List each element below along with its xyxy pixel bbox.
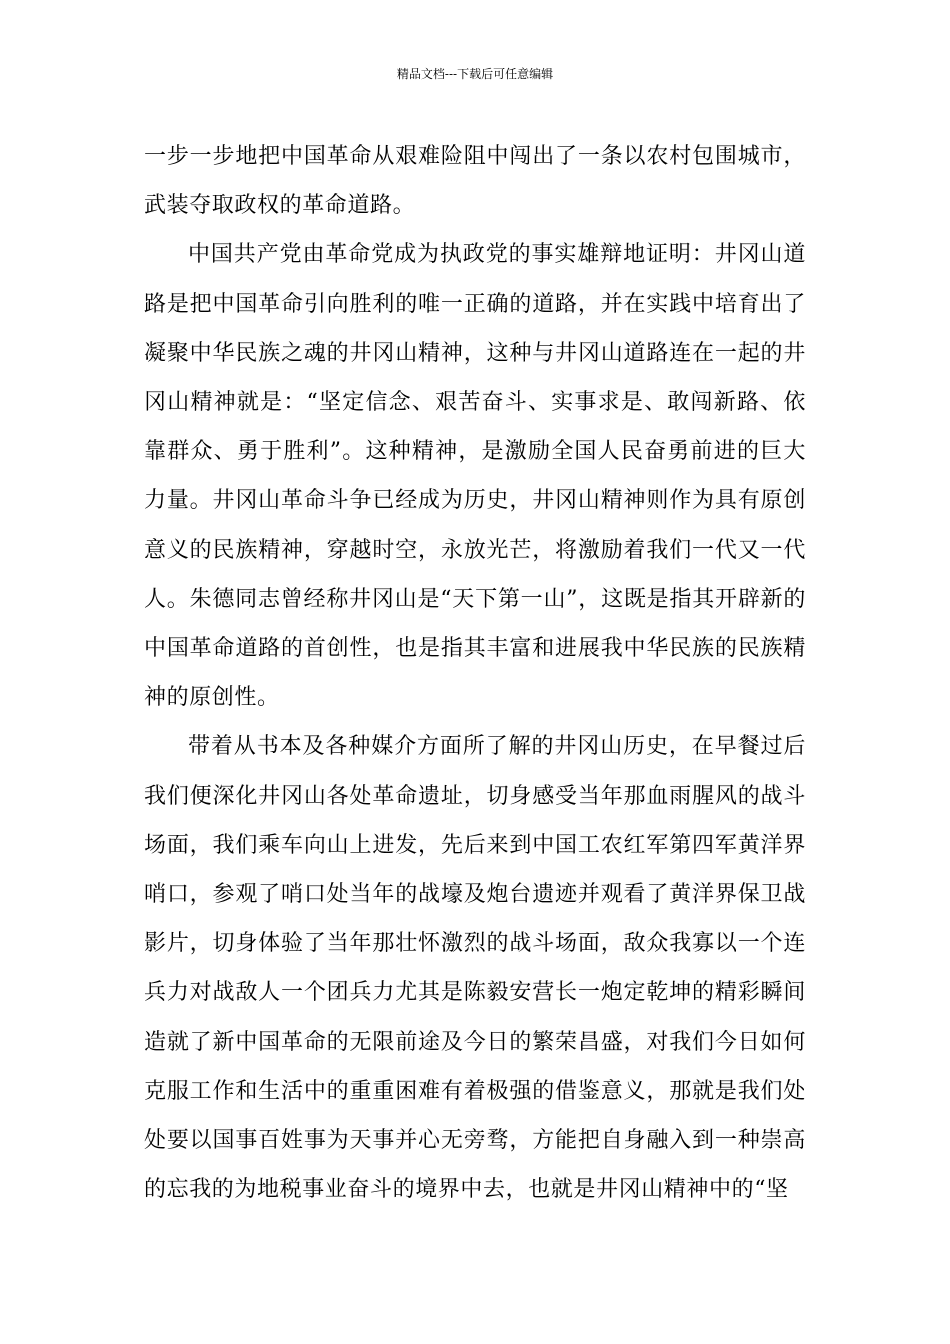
paragraph-jinggangshan-spirit: 中国共产党由革命党成为执政党的事实雄辩地证明：井冈山道路是把中国革命引向胜利的唯一正确的道路，并在实践中培育出了凝聚中华民族之魂的井冈山精神，这种与井冈山道路连在一起的井冈山精神就是：“坚定信念、艰苦奋斗、实事求是、敢闯新路、依靠群众、勇于胜利”。这种精神，是激励全国人民奋勇前进的巨大力量。井冈山革命斗争已经成为历史，井冈山精神则作为具有原创意义的民族精神，穿越时空，永放光芒，将激励着我们一代又一代人。朱德同志曾经称井冈山是“天下第一山”，这既是指其开辟新的中国革命道路的首创性，也是指其丰富和进展我中华民族的民族精神的原创性。 — [144, 242, 806, 711]
document-body — [144, 132, 806, 1214]
paragraph-site-visit: 带着从书本及各种媒介方面所了解的井冈山历史，在早餐过后我们便深化井冈山各处革命遗址，切身感受当年那血雨腥风的战斗场面，我们乘车向山上进发，先后来到中国工农红军第四军黄洋界哨口，参观了哨口处当年的战壕及炮台遗迹并观看了黄洋界保卫战影片，切身体验了当年那壮怀激烈的战斗场面，敌众我寡以一个连兵力对战敌人一个团兵力尤其是陈毅安营长一炮定乾坤的精彩瞬间造就了新中国革命的无限前途及今日的繁荣昌盛，对我们今日如何克服工作和生活中的重重困难有着极强的借鉴意义，那就是我们处处要以国事百姓事为天事并心无旁骛，方能把自身融入到一种崇高的忘我的为地税事业奋斗的境界中去，也就是井冈山精神中的“坚 — [144, 734, 806, 1203]
page-header: 精品文档---下载后可任意编辑 — [396, 67, 554, 81]
paragraph-continuation: 一步一步地把中国革命从艰难险阻中闯出了一条以农村包围城市，武装夺取政权的革命道路。 — [144, 144, 806, 219]
